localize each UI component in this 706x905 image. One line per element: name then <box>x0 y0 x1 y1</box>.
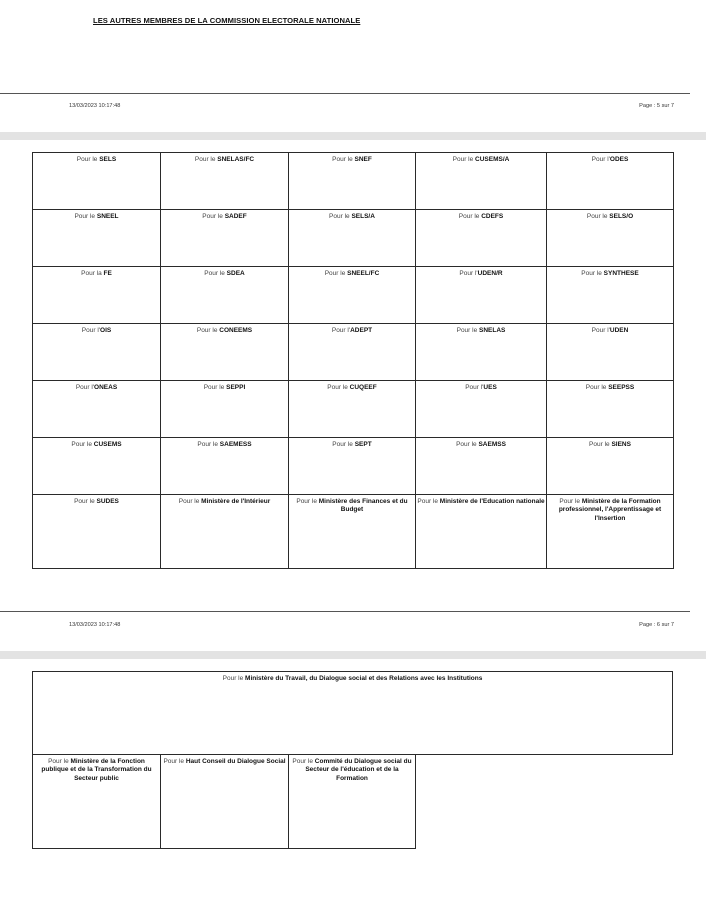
footer-timestamp: 13/03/2023 10:17:48 <box>69 622 121 628</box>
cell-prefix: Pour la <box>81 270 104 277</box>
cell-entity: SELS/O <box>609 213 634 220</box>
cell-entity: SYNTHESE <box>603 270 639 277</box>
cell-entity: SDEA <box>226 270 245 277</box>
cell-prefix: Pour le <box>202 213 225 220</box>
cell-entity: SELS/A <box>351 213 375 220</box>
cell-prefix: Pour le <box>292 758 315 765</box>
cell-entity: ADEPT <box>350 327 373 334</box>
signature-cell <box>161 324 289 381</box>
signature-small-table <box>32 754 416 849</box>
signature-cell <box>161 755 289 849</box>
cell-entity: SELS <box>99 156 117 163</box>
cell-prefix: Pour le <box>194 156 218 163</box>
grid-row <box>33 495 674 569</box>
cell-prefix: Pour le <box>324 270 348 277</box>
cell-prefix: Pour le <box>417 498 440 505</box>
signature-cell <box>416 381 547 438</box>
cell-entity: UDEN <box>609 327 629 334</box>
cell-prefix: Pour le <box>296 498 319 505</box>
cell-prefix: Pour l' <box>591 327 610 334</box>
cell-entity: SAEMSS <box>478 441 506 448</box>
page-break-band <box>0 132 706 140</box>
cell-prefix: Pour le <box>456 441 479 448</box>
signature-cell <box>161 153 289 210</box>
signature-wide-table <box>32 671 673 755</box>
signature-cell <box>416 438 547 495</box>
cell-entity: Commité du Dialogue social du Secteur de l'éducation et de la Formation <box>305 758 412 782</box>
signature-cell <box>33 267 161 324</box>
cell-entity: CDEFS <box>481 213 504 220</box>
signature-cell <box>289 755 416 849</box>
cell-prefix: Pour le <box>332 156 355 163</box>
cell-entity: SIENS <box>611 441 631 448</box>
grid-row <box>33 324 674 381</box>
page-separator-line <box>0 611 690 612</box>
grid-row <box>33 381 674 438</box>
grid-row <box>33 438 674 495</box>
signature-cell <box>33 381 161 438</box>
cell-entity: CUSEMS/A <box>475 156 510 163</box>
cell-prefix: Pour l' <box>331 327 351 334</box>
signature-cell <box>289 210 416 267</box>
grid-row <box>33 267 674 324</box>
signature-cell <box>416 210 547 267</box>
cell-entity: ONEAS <box>94 384 118 391</box>
signature-cell <box>289 267 416 324</box>
cell-prefix: Pour le <box>586 213 610 220</box>
cell-entity: Ministère de la Formation professionnel, l'Apprentissage et l'Insertion <box>558 498 662 522</box>
signature-cell <box>547 153 674 210</box>
document-title: LES AUTRES MEMBRES DE LA COMMISSION ELECTORALE NATIONALE <box>93 16 361 25</box>
cell-prefix: Pour le <box>332 441 355 448</box>
cell-entity: ODES <box>609 156 629 163</box>
cell-entity: UDEN/R <box>477 270 503 277</box>
cell-prefix: Pour le <box>585 384 609 391</box>
cell-entity: SNELAS/FC <box>217 156 255 163</box>
signature-cell <box>33 495 161 569</box>
cell-prefix: Pour le <box>178 498 202 505</box>
cell-prefix: Pour l' <box>591 156 610 163</box>
cell-entity: SEPT <box>354 441 372 448</box>
signature-cell <box>33 210 161 267</box>
signature-cell <box>289 381 416 438</box>
cell-entity: Haut Conseil du Dialogue Social <box>185 758 286 765</box>
cell-entity: CUSEMS <box>93 441 122 448</box>
signature-cell <box>547 495 674 569</box>
signature-cell <box>33 438 161 495</box>
cell-prefix: Pour le <box>589 441 612 448</box>
signature-cell <box>161 381 289 438</box>
cell-prefix: Pour le <box>76 156 100 163</box>
cell-entity: FE <box>103 270 112 277</box>
cell-entity: OIS <box>100 327 112 334</box>
cell-prefix: Pour l' <box>465 384 484 391</box>
signature-cell <box>161 438 289 495</box>
cell-prefix: Pour le <box>204 270 227 277</box>
cell-entity: Ministère de l'Education nationale <box>439 498 545 505</box>
signature-cell <box>33 672 673 755</box>
signature-cell <box>547 438 674 495</box>
signature-cell <box>33 755 161 849</box>
signature-cell <box>547 381 674 438</box>
cell-prefix: Pour le <box>581 270 604 277</box>
cell-prefix: Pour le <box>452 156 476 163</box>
signature-cell <box>416 267 547 324</box>
cell-prefix: Pour l' <box>81 327 101 334</box>
cell-prefix: Pour le <box>456 327 480 334</box>
signature-cell <box>33 153 161 210</box>
signature-cell <box>289 324 416 381</box>
page-break-band <box>0 651 706 659</box>
cell-prefix: Pour le <box>203 384 227 391</box>
signature-cell <box>161 495 289 569</box>
cell-entity: SADEF <box>224 213 247 220</box>
cell-entity: Ministère de la Fonction publique et de la Transformation du Secteur public <box>41 758 152 782</box>
cell-prefix: Pour le <box>559 498 582 505</box>
signature-cell <box>161 267 289 324</box>
signature-cell <box>547 210 674 267</box>
signature-cell <box>416 153 547 210</box>
footer-page-number: Page : 5 sur 7 <box>639 103 674 109</box>
cell-entity: SEPPI <box>226 384 246 391</box>
cell-entity: SNEF <box>354 156 372 163</box>
cell-prefix: Pour le <box>327 384 350 391</box>
cell-entity: Ministère de l'Intérieur <box>201 498 271 505</box>
cell-entity: SUDES <box>96 498 119 505</box>
cell-prefix: Pour le <box>71 441 94 448</box>
cell-prefix: Pour le <box>74 213 97 220</box>
signature-cell <box>289 438 416 495</box>
footer-timestamp: 13/03/2023 10:17:48 <box>69 103 121 109</box>
cell-entity: CONEEMS <box>219 327 253 334</box>
page-separator-line <box>0 93 690 94</box>
cell-entity: SAEMESS <box>219 441 252 448</box>
cell-prefix: Pour le <box>329 213 352 220</box>
cell-entity: SNELAS <box>479 327 506 334</box>
cell-prefix: Pour le <box>458 213 482 220</box>
signature-cell <box>161 210 289 267</box>
footer-page-number: Page : 6 sur 7 <box>639 622 674 628</box>
cell-entity: CUQEEF <box>349 384 377 391</box>
cell-entity: Ministère des Finances et du Budget <box>318 498 408 514</box>
signature-cell <box>547 267 674 324</box>
grid-row <box>33 210 674 267</box>
cell-entity: SNEEL <box>96 213 119 220</box>
signature-cell <box>289 153 416 210</box>
cell-entity: Ministère du Travail, du Dialogue social et des Relations avec les Institutions <box>245 675 483 682</box>
signature-cell <box>33 324 161 381</box>
cell-prefix: Pour le <box>197 441 220 448</box>
signature-cell <box>416 495 547 569</box>
cell-prefix: Pour l' <box>75 384 95 391</box>
cell-prefix: Pour le <box>163 758 186 765</box>
cell-entity: SNEEL/FC <box>347 270 380 277</box>
signature-cell <box>289 495 416 569</box>
cell-prefix: Pour le <box>48 758 71 765</box>
signature-cell <box>547 324 674 381</box>
cell-prefix: Pour le <box>74 498 97 505</box>
cell-prefix: Pour le <box>222 675 246 682</box>
grid-row <box>33 153 674 210</box>
signature-grid <box>32 152 674 569</box>
cell-entity: SEEPSS <box>608 384 635 391</box>
cell-prefix: Pour le <box>196 327 220 334</box>
signature-cell <box>416 324 547 381</box>
cell-entity: UES <box>483 384 497 391</box>
cell-prefix: Pour l' <box>459 270 478 277</box>
